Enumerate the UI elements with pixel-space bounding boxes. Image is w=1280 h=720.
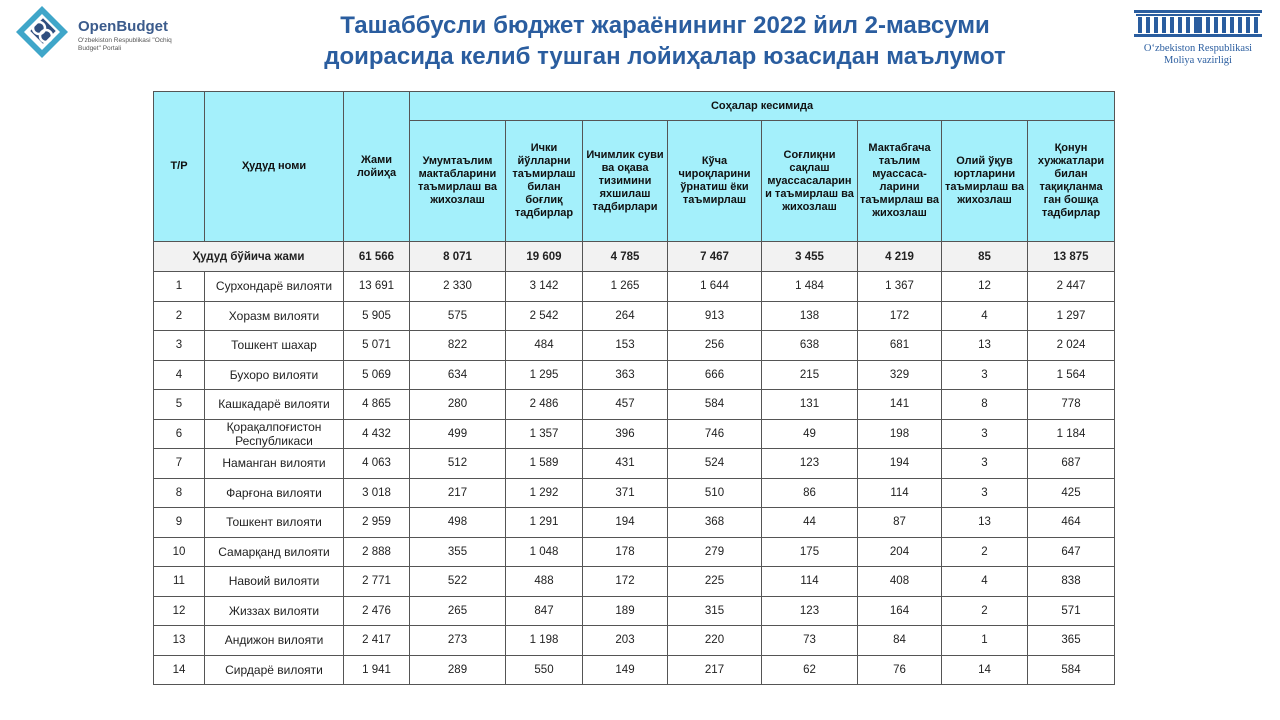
table-row: [154, 360, 1115, 390]
row-value: 1 941: [344, 655, 410, 685]
row-value: 2 542: [506, 301, 583, 331]
row-region: Тошкент вилояти: [205, 508, 344, 538]
row-value: 425: [1028, 478, 1115, 508]
header-sector-7: Олий ўқув юртларини таъмирлаш ва жихозлаш: [942, 121, 1028, 242]
title-line-1: Ташаббусли бюджет жараёнининг 2022 йил 2-мавсуми: [340, 12, 990, 39]
row-value: 153: [583, 331, 668, 361]
row-index: 11: [154, 567, 205, 597]
row-value: 524: [668, 449, 762, 479]
row-region: Қорақалпоғистон Республикаси: [205, 419, 344, 449]
total-value-7: 85: [942, 242, 1028, 272]
row-value: 638: [762, 331, 858, 361]
row-value: 488: [506, 567, 583, 597]
row-index: 3: [154, 331, 205, 361]
row-value: 73: [762, 626, 858, 656]
row-value: 3 142: [506, 272, 583, 302]
row-value: 86: [762, 478, 858, 508]
row-value: 4: [942, 301, 1028, 331]
row-value: 315: [668, 596, 762, 626]
row-region: Хоразм вилояти: [205, 301, 344, 331]
row-value: 3: [942, 360, 1028, 390]
row-value: 371: [583, 478, 668, 508]
openbudget-subtitle: O‘zbekiston Respublikasi "Ochiq Budget" Portali: [78, 37, 172, 52]
row-value: 220: [668, 626, 762, 656]
row-value: 396: [583, 419, 668, 449]
row-value: 5 905: [344, 301, 410, 331]
row-value: 363: [583, 360, 668, 390]
row-value: 280: [410, 390, 506, 420]
row-region: Самарқанд вилояти: [205, 537, 344, 567]
row-index: 5: [154, 390, 205, 420]
row-value: 634: [410, 360, 506, 390]
ministry-building-icon: [1134, 8, 1262, 38]
row-value: 273: [410, 626, 506, 656]
row-value: 457: [583, 390, 668, 420]
row-value: 4 063: [344, 449, 410, 479]
row-value: 2 771: [344, 567, 410, 597]
page-title: [230, 10, 1100, 72]
row-value: 3: [942, 419, 1028, 449]
row-value: 172: [858, 301, 942, 331]
table-row: [154, 596, 1115, 626]
total-value-2: 19 609: [506, 242, 583, 272]
row-value: 149: [583, 655, 668, 685]
table-row: [154, 478, 1115, 508]
row-value: 575: [410, 301, 506, 331]
row-value: 138: [762, 301, 858, 331]
row-value: 225: [668, 567, 762, 597]
row-value: 464: [1028, 508, 1115, 538]
table-row: [154, 626, 1115, 656]
header-idx: Т/Р: [154, 92, 205, 242]
row-value: 203: [583, 626, 668, 656]
total-value-6: 4 219: [858, 242, 942, 272]
row-value: 4: [942, 567, 1028, 597]
table-row: [154, 390, 1115, 420]
ministry-name-line-2: Moliya vazirligi: [1164, 55, 1232, 66]
row-value: 408: [858, 567, 942, 597]
header-sector-6: Мактабгача таълим муассаса-ларини таъмирлаш ва жихозлаш: [858, 121, 942, 242]
row-value: 822: [410, 331, 506, 361]
row-region: Фарғона вилояти: [205, 478, 344, 508]
row-value: 264: [583, 301, 668, 331]
row-value: 215: [762, 360, 858, 390]
row-value: 1 589: [506, 449, 583, 479]
row-value: 1 265: [583, 272, 668, 302]
row-value: 1 297: [1028, 301, 1115, 331]
row-value: 681: [858, 331, 942, 361]
header-region: Ҳудуд номи: [205, 92, 344, 242]
row-value: 838: [1028, 567, 1115, 597]
row-value: 329: [858, 360, 942, 390]
row-region: Тошкент шахар: [205, 331, 344, 361]
row-value: 87: [858, 508, 942, 538]
row-value: 368: [668, 508, 762, 538]
total-value-4: 7 467: [668, 242, 762, 272]
row-value: 194: [583, 508, 668, 538]
projects-table: [153, 91, 1115, 685]
row-value: 4 432: [344, 419, 410, 449]
row-value: 1: [942, 626, 1028, 656]
row-value: 204: [858, 537, 942, 567]
row-index: 14: [154, 655, 205, 685]
table-row: [154, 508, 1115, 538]
row-value: 256: [668, 331, 762, 361]
row-index: 2: [154, 301, 205, 331]
row-value: 123: [762, 449, 858, 479]
table-row: [154, 419, 1115, 449]
row-value: 1 564: [1028, 360, 1115, 390]
row-value: 84: [858, 626, 942, 656]
row-value: 510: [668, 478, 762, 508]
row-value: 1 048: [506, 537, 583, 567]
row-value: 217: [668, 655, 762, 685]
row-region: Наманган вилояти: [205, 449, 344, 479]
table-row: [154, 301, 1115, 331]
row-value: 1 198: [506, 626, 583, 656]
total-value-0: 61 566: [344, 242, 410, 272]
row-region: Навоий вилояти: [205, 567, 344, 597]
row-index: 1: [154, 272, 205, 302]
row-value: 3: [942, 478, 1028, 508]
row-index: 10: [154, 537, 205, 567]
row-value: 12: [942, 272, 1028, 302]
row-value: 114: [762, 567, 858, 597]
row-value: 355: [410, 537, 506, 567]
row-value: 512: [410, 449, 506, 479]
row-value: 571: [1028, 596, 1115, 626]
row-value: 847: [506, 596, 583, 626]
row-index: 12: [154, 596, 205, 626]
row-region: Сурхондарё вилояти: [205, 272, 344, 302]
row-value: 666: [668, 360, 762, 390]
row-region: Сирдарё вилояти: [205, 655, 344, 685]
row-region: Андижон вилояти: [205, 626, 344, 656]
row-index: 13: [154, 626, 205, 656]
row-region: Кашкадарё вилояти: [205, 390, 344, 420]
table-row: [154, 537, 1115, 567]
row-value: 687: [1028, 449, 1115, 479]
row-value: 1 357: [506, 419, 583, 449]
row-value: 114: [858, 478, 942, 508]
row-value: 3: [942, 449, 1028, 479]
total-label: Ҳудуд бўйича жами: [154, 242, 344, 272]
row-value: 778: [1028, 390, 1115, 420]
row-value: 1 367: [858, 272, 942, 302]
row-value: 2 024: [1028, 331, 1115, 361]
row-index: 6: [154, 419, 205, 449]
row-value: 522: [410, 567, 506, 597]
table-row: [154, 449, 1115, 479]
row-value: 5 069: [344, 360, 410, 390]
header-sector-4: Кўча чироқларини ўрнатиш ёки таъмирлаш: [668, 121, 762, 242]
row-value: 13: [942, 331, 1028, 361]
row-value: 131: [762, 390, 858, 420]
table-row: [154, 655, 1115, 685]
row-value: 746: [668, 419, 762, 449]
row-value: 2 476: [344, 596, 410, 626]
row-value: 550: [506, 655, 583, 685]
row-value: 431: [583, 449, 668, 479]
row-value: 178: [583, 537, 668, 567]
row-value: 647: [1028, 537, 1115, 567]
header-sector-3: Ичимлик суви ва оқава тизимини яхшилаш тадбирлари: [583, 121, 668, 242]
row-index: 9: [154, 508, 205, 538]
row-value: 2 486: [506, 390, 583, 420]
row-value: 189: [583, 596, 668, 626]
row-region: Бухоро вилояти: [205, 360, 344, 390]
header-sectors-group: Соҳалар кесимида: [410, 92, 1115, 121]
row-value: 279: [668, 537, 762, 567]
row-value: 62: [762, 655, 858, 685]
total-value-5: 3 455: [762, 242, 858, 272]
header-sector-1: Умумтаълим мактабларини таъмирлаш ва жихозлаш: [410, 121, 506, 242]
row-value: 49: [762, 419, 858, 449]
table-row: [154, 272, 1115, 302]
ministry-name-line-1: O‘zbekiston Respublikasi: [1143, 43, 1253, 54]
ministry-logo: [1128, 8, 1268, 68]
openbudget-logo: [12, 4, 182, 68]
header-sector-2: Ички йўлларни таъмирлаш билан боғлиқ тадбирлар: [506, 121, 583, 242]
row-value: 8: [942, 390, 1028, 420]
total-value-3: 4 785: [583, 242, 668, 272]
openbudget-brand: OpenBudget: [78, 18, 168, 35]
row-value: 2 330: [410, 272, 506, 302]
row-value: 14: [942, 655, 1028, 685]
row-value: 2: [942, 596, 1028, 626]
row-value: 1 484: [762, 272, 858, 302]
row-value: 1 644: [668, 272, 762, 302]
header-sector-8: Қонун хужжатлари билан тақиқланма ган бошқа тадбирлар: [1028, 121, 1115, 242]
row-index: 4: [154, 360, 205, 390]
row-value: 44: [762, 508, 858, 538]
row-value: 584: [668, 390, 762, 420]
row-index: 7: [154, 449, 205, 479]
row-value: 13: [942, 508, 1028, 538]
row-region: Жиззах вилояти: [205, 596, 344, 626]
total-value-1: 8 071: [410, 242, 506, 272]
row-value: 164: [858, 596, 942, 626]
row-value: 198: [858, 419, 942, 449]
table-row: [154, 331, 1115, 361]
row-value: 1 295: [506, 360, 583, 390]
header-total: Жами лойиҳа: [344, 92, 410, 242]
row-index: 8: [154, 478, 205, 508]
row-value: 13 691: [344, 272, 410, 302]
row-value: 265: [410, 596, 506, 626]
row-value: 1 291: [506, 508, 583, 538]
row-value: 123: [762, 596, 858, 626]
row-value: 2 417: [344, 626, 410, 656]
row-value: 2: [942, 537, 1028, 567]
row-value: 5 071: [344, 331, 410, 361]
title-line-2: доирасида келиб тушган лойиҳалар юзасидан маълумот: [324, 43, 1006, 70]
row-value: 76: [858, 655, 942, 685]
row-value: 3 018: [344, 478, 410, 508]
row-value: 2 447: [1028, 272, 1115, 302]
row-value: 584: [1028, 655, 1115, 685]
row-value: 289: [410, 655, 506, 685]
row-value: 1 292: [506, 478, 583, 508]
row-value: 217: [410, 478, 506, 508]
total-value-8: 13 875: [1028, 242, 1115, 272]
row-value: 172: [583, 567, 668, 597]
row-value: 365: [1028, 626, 1115, 656]
row-value: 194: [858, 449, 942, 479]
openbudget-logo-icon: [12, 4, 72, 64]
row-value: 1 184: [1028, 419, 1115, 449]
row-value: 913: [668, 301, 762, 331]
header-sector-5: Соғлиқни сақлаш муассасаларин и таъмирлаш ва жихозлаш: [762, 121, 858, 242]
row-value: 2 888: [344, 537, 410, 567]
row-value: 484: [506, 331, 583, 361]
row-value: 175: [762, 537, 858, 567]
row-value: 141: [858, 390, 942, 420]
row-value: 499: [410, 419, 506, 449]
table-row: [154, 567, 1115, 597]
row-value: 2 959: [344, 508, 410, 538]
row-value: 4 865: [344, 390, 410, 420]
row-value: 498: [410, 508, 506, 538]
